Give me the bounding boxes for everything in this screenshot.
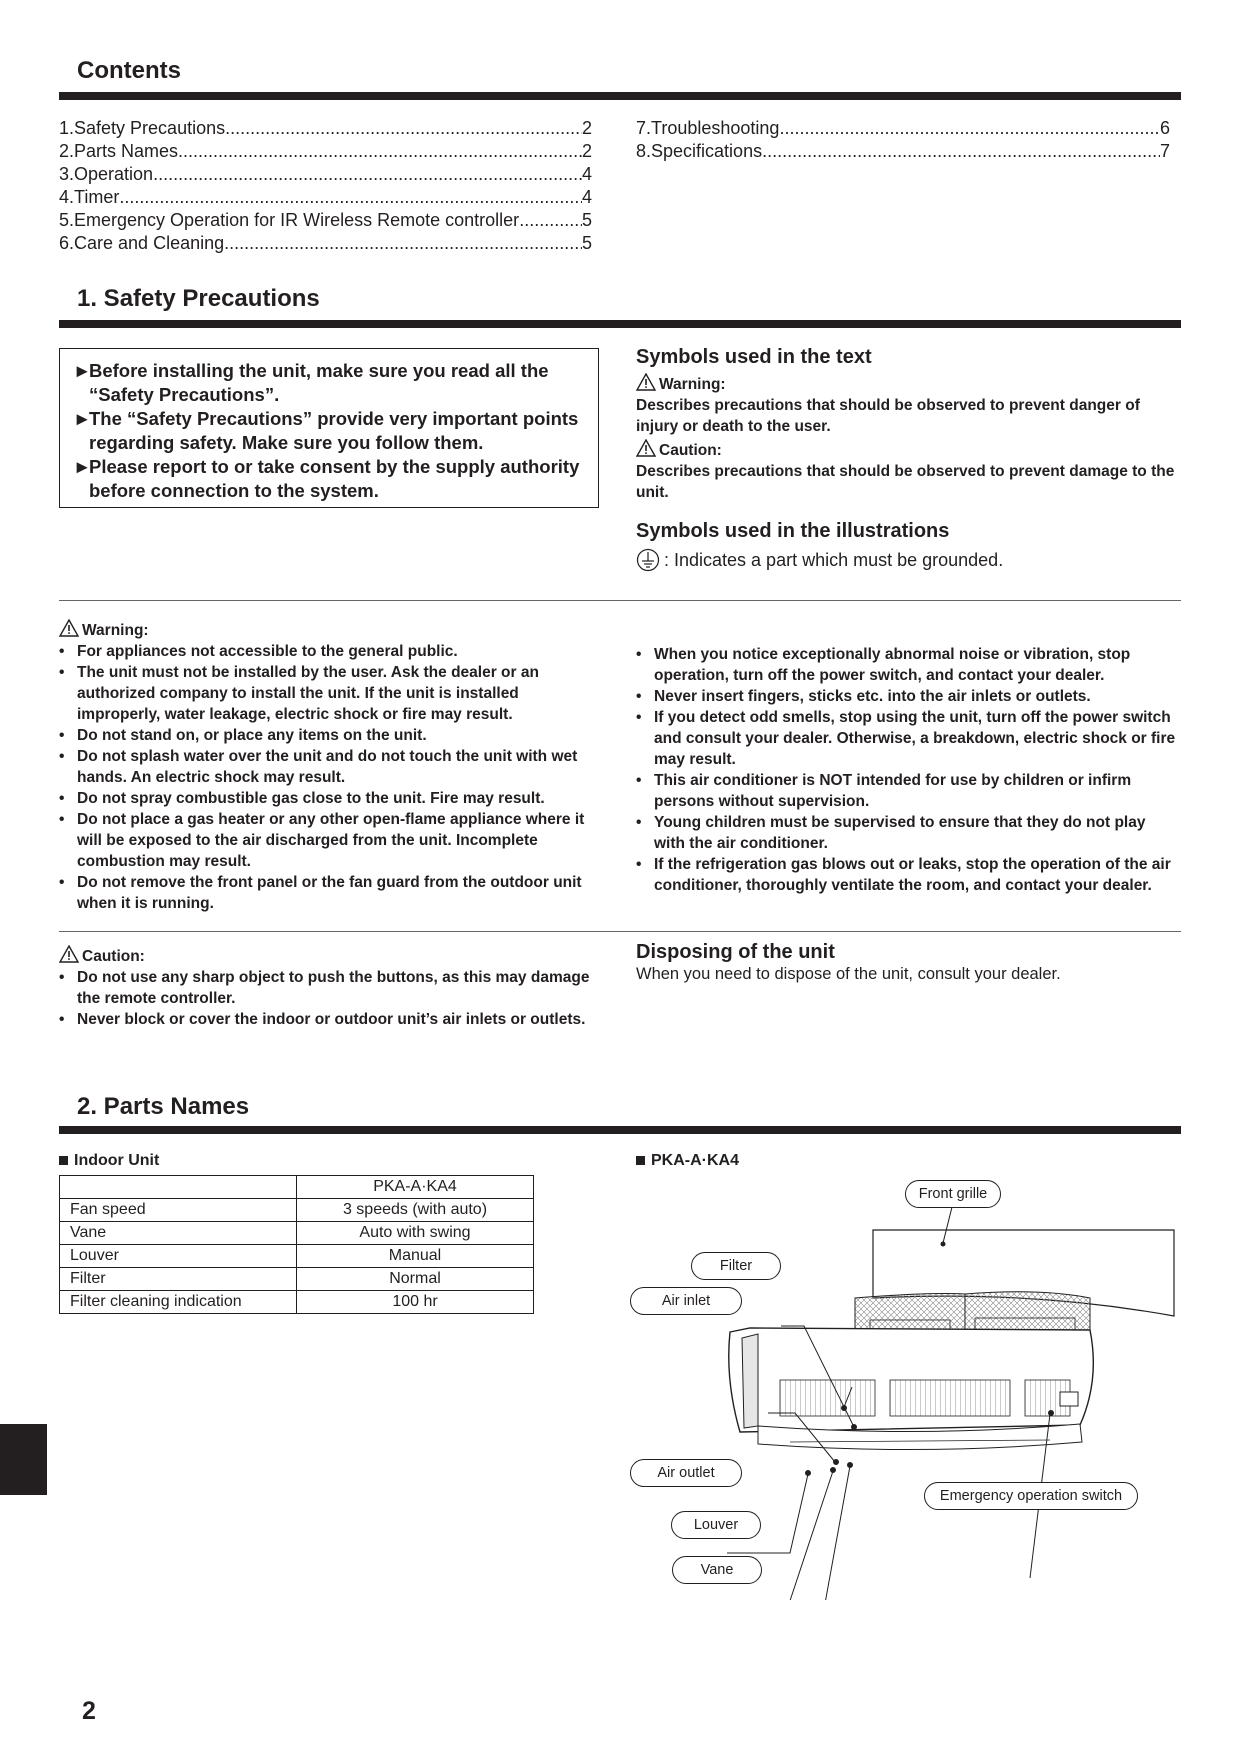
label-vane: Vane (672, 1556, 762, 1584)
parts-title: 2. Parts Names (77, 1093, 250, 1120)
disposal-text: When you need to dispose of the unit, consult your dealer. (636, 965, 1061, 983)
caution-triangle-icon (636, 439, 656, 457)
symbols-illus-title: Symbols used in the illustrations (636, 520, 950, 542)
page-number: 2 (82, 1697, 96, 1725)
divider (59, 931, 1181, 932)
indoor-unit-heading: Indoor Unit (59, 1150, 159, 1171)
label-emergency-switch: Emergency operation switch (924, 1482, 1138, 1510)
toc-item[interactable]: 5. Emergency Operation for IR Wireless Remote controller ..... 5 (59, 209, 592, 232)
safety-notice-box (59, 348, 599, 508)
list-item: • Young children must be supervised to ensure that they do not play with the air conditioner. (636, 814, 1146, 852)
caution-symbol-row: Caution: (636, 439, 1176, 461)
ground-symbol-row: : Indicates a part which must be grounded. (636, 548, 1176, 572)
toc-item[interactable]: 8. Specifications ..... 7 (636, 140, 1170, 163)
table-row: PKA-A·KA4 (60, 1176, 534, 1199)
list-item: • If the refrigeration gas blows out or leaks, stop the operation of the air conditioner, thoroughly ventilate the room, and contact your dealer. (636, 856, 1171, 894)
table-row: Filter Normal (60, 1268, 534, 1291)
notice-item: ► Before installing the unit, make sure you read all the “Safety Precautions”. (73, 360, 549, 405)
list-item: • The unit must not be installed by the user. Ask the dealer or an authorized company to install the unit. If the unit is installed improperly, water leakage, electric shock or fire may result. (59, 664, 539, 723)
list-item: • Do not stand on, or place any items on the unit. (59, 727, 427, 744)
warning-section-left (59, 619, 599, 914)
caution-triangle-icon (59, 945, 79, 963)
parts-rule (59, 1126, 1181, 1134)
table-row: Vane Auto with swing (60, 1222, 534, 1245)
safety-title: 1. Safety Precautions (77, 285, 320, 312)
list-item: • If you detect odd smells, stop using the unit, turn off the power switch and consult your dealer. Otherwise, a breakdown, electric shock or fire may result. (636, 709, 1176, 768)
contents-rule (59, 92, 1181, 100)
toc-item[interactable]: 1. Safety Precautions ..... 2 (59, 117, 592, 140)
list-item: • Never block or cover the indoor or outdoor unit’s air inlets or outlets. (59, 1011, 586, 1028)
label-louver: Louver (671, 1511, 761, 1539)
list-item: • For appliances not accessible to the general public. (59, 643, 458, 660)
notice-item: ► Please report to or take consent by the supply authority before connection to the system. (73, 456, 580, 501)
safety-rule (59, 320, 1181, 328)
list-item: • When you notice exceptionally abnormal noise or vibration, stop operation, turn off the power switch, and contact your dealer. (636, 646, 1131, 684)
toc-item[interactable]: 4. Timer ..... 4 (59, 186, 592, 209)
toc-right (636, 117, 1170, 163)
warning-symbol-row: Warning: (636, 373, 1176, 395)
warning-triangle-icon (59, 619, 79, 637)
symbols-text-section (636, 346, 1176, 572)
label-air-inlet: Air inlet (630, 1287, 742, 1315)
warning-description: Describes precautions that should be observed to prevent danger of injury or death to the user. (636, 397, 1140, 435)
toc-item[interactable]: 7. Troubleshooting ..... 6 (636, 117, 1170, 140)
ground-icon (636, 548, 660, 572)
caution-list (59, 967, 599, 1030)
caution-heading: Caution: (59, 945, 599, 967)
toc-item[interactable]: 6. Care and Cleaning ..... 5 (59, 232, 592, 255)
warning-section-right (636, 644, 1176, 896)
divider (59, 600, 1181, 601)
contents-title: Contents (77, 57, 181, 84)
square-bullet-icon (59, 1156, 68, 1165)
warning-list-left (59, 641, 599, 914)
disposal-title: Disposing of the unit (636, 941, 835, 963)
toc-left (59, 117, 592, 255)
list-item: • Never insert fingers, sticks etc. into the air inlets or outlets. (636, 688, 1091, 705)
parts-table (59, 1175, 534, 1314)
front-grille-leader (940, 1207, 960, 1249)
toc-item[interactable]: 3. Operation ..... 4 (59, 163, 592, 186)
list-item: • This air conditioner is NOT intended for use by children or infirm persons without supervision. (636, 772, 1132, 810)
table-row: Louver Manual (60, 1245, 534, 1268)
square-bullet-icon (636, 1156, 645, 1165)
notice-item: ► The “Safety Precautions” provide very important points regarding safety. Make sure you follow them. (73, 408, 579, 453)
list-item: • Do not splash water over the unit and do not touch the unit with wet hands. An electric shock may result. (59, 748, 578, 786)
side-tab (0, 1424, 47, 1495)
table-row: Filter cleaning indication 100 hr (60, 1291, 534, 1314)
warning-list-right (636, 644, 1176, 896)
disposal-section (636, 941, 1176, 984)
caution-section (59, 945, 599, 1030)
unit-body (729, 1328, 1094, 1450)
label-filter: Filter (691, 1252, 781, 1280)
toc-item[interactable]: 2. Parts Names ..... 2 (59, 140, 592, 163)
symbols-text-title: Symbols used in the text (636, 346, 872, 368)
label-air-outlet: Air outlet (630, 1459, 742, 1487)
list-item: • Do not remove the front panel or the fan guard from the outdoor unit when it is running. (59, 874, 582, 912)
model-heading: PKA-A·KA4 (636, 1150, 739, 1171)
list-item: • Do not use any sharp object to push the buttons, as this may damage the remote controller. (59, 969, 590, 1007)
caution-description: Describes precautions that should be observed to prevent damage to the unit. (636, 463, 1175, 501)
list-item: • Do not place a gas heater or any other open-flame appliance where it will be exposed to the air discharged from the unit. Incomplete combustion may result. (59, 811, 585, 870)
label-front-grille: Front grille (905, 1180, 1001, 1208)
list-item: • Do not spray combustible gas close to the unit. Fire may result. (59, 790, 545, 807)
warning-heading: Warning: (59, 619, 599, 641)
warning-triangle-icon (636, 373, 656, 391)
table-row: Fan speed 3 speeds (with auto) (60, 1199, 534, 1222)
